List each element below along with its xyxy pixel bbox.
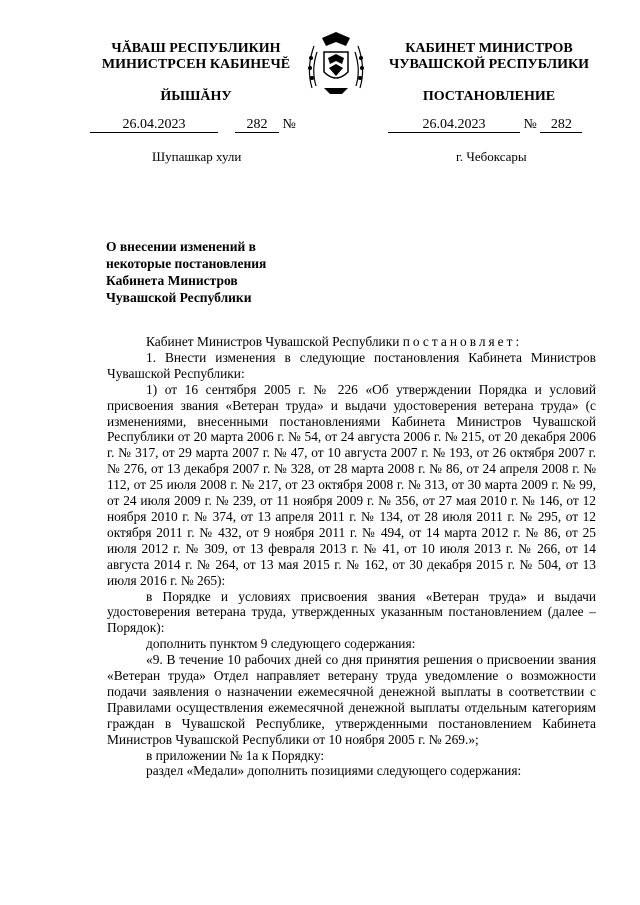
doc-type-left: ЙЫШĂНУ: [160, 89, 232, 104]
intro-paragraph: [107, 334, 596, 350]
paragraph-6: в приложении № 1а к Порядку:: [146, 747, 325, 763]
number-sign-right: №: [523, 117, 537, 132]
header-right: [378, 41, 600, 73]
date-left: 26.04.2023: [90, 117, 218, 133]
header-left-line2: МИНИСТРСЕН КАБИНЕЧĔ: [101, 57, 291, 72]
date-line-left: [90, 117, 296, 133]
paragraph-4: дополнить пунктом 9 следующего содержания:: [146, 636, 416, 652]
date-right: 26.04.2023: [388, 117, 520, 133]
intro-keyword: постановляет:: [402, 334, 523, 349]
header-left: [84, 41, 308, 73]
date-line-right: [388, 117, 582, 133]
paragraph-2: 1) от 16 сентября 2005 г. № 226 «Об утверждении Порядка и условий присвоения звания «Ветеран труда» и выдачи удостоверения ветерана труда» (с изменениями, внесенными постановлениями Кабинета Министров Чувашской Республики от 20 марта 2006 г. № 54, от 24 августа 2006 г. № 215, от 20 декабря 2006 г. № 317, от 29 марта 2007 г. № 47, от 10 августа 2007 г. № 193, от 26 октября 2007 г. № 276, от 13 декабря 2007 г. № 328, от 28 марта 2008 г. № 86, от 24 апреля 2008 г. № 112, от 25 июля 2008 г. № 217, от 23 октября 2008 г. № 313, от 30 марта 2009 г. № 99, от 24 июля 2009 г. № 239, от 11 ноября 2009 г. № 356, от 27 мая 2010 г. № 146, от 12 ноября 2010 г. № 374, от 13 апреля 2011 г. № 134, от 28 июля 2011 г. № 295, от 12 октября 2011 г. № 432, от 9 ноября 2011 г. № 494, от 14 марта 2012 г. № 86, от 25 июля 2012 г. № 309, от 13 февраля 2013 г. № 41, от 10 июля 2013 г. № 266, от 14 августа 2014 г. № 264, от 13 мая 2015 г. № 162, от 30 декабря 2015 г. № 504, от 13 июля 2016 г. № 265):: [107, 381, 596, 588]
number-right: 282: [540, 117, 582, 133]
document-body: [107, 334, 596, 779]
document-title: О внесении изменений в некоторые постановления Кабинета Министров Чувашской Республики: [106, 239, 267, 305]
paragraph-5: «9. В течение 10 рабочих дней со дня принятия решения о присвоении звания «Ветеран труда» Отдел направляет ветерану труда уведомление о возможности подачи заявления о назначении ежемесячной денежной выплаты в соответствии с Правилами осуществления ежемесячной денежной выплаты отдельным категориям граждан в Чувашской Республике, утвержденными постановлением Кабинета Министров Чувашской Республики от 10 ноября 2005 г. № 269.»;: [107, 652, 596, 747]
doc-type-right: ПОСТАНОВЛЕНИЕ: [422, 89, 556, 104]
header-right-line1: КАБИНЕТ МИНИСТРОВ: [405, 41, 573, 56]
number-left: 282: [235, 117, 279, 133]
intro-prefix: Кабинет Министров Чувашской Республики: [146, 334, 400, 349]
number-sign-left: №: [282, 117, 296, 132]
header-left-line1: ЧĂВАШ РЕСПУБЛИКИН: [111, 41, 281, 56]
paragraph-1: 1. Внести изменения в следующие постановления Кабинета Министров Чувашской Республики:: [107, 349, 596, 381]
place-left: Шупашкар хули: [152, 149, 242, 164]
coat-of-arms-emblem: [302, 28, 370, 98]
place-right: г. Чебоксары: [456, 149, 527, 164]
paragraph-7: раздел «Медали» дополнить позициями следующего содержания:: [146, 763, 522, 779]
paragraph-3: в Порядке и условиях присвоения звания «Ветеран труда» и выдачи удостоверения ветерана труда, утвержденных указанным постановлением (далее – Порядок):: [107, 588, 596, 636]
header-right-line2: ЧУВАШСКОЙ РЕСПУБЛИКИ: [388, 57, 590, 72]
